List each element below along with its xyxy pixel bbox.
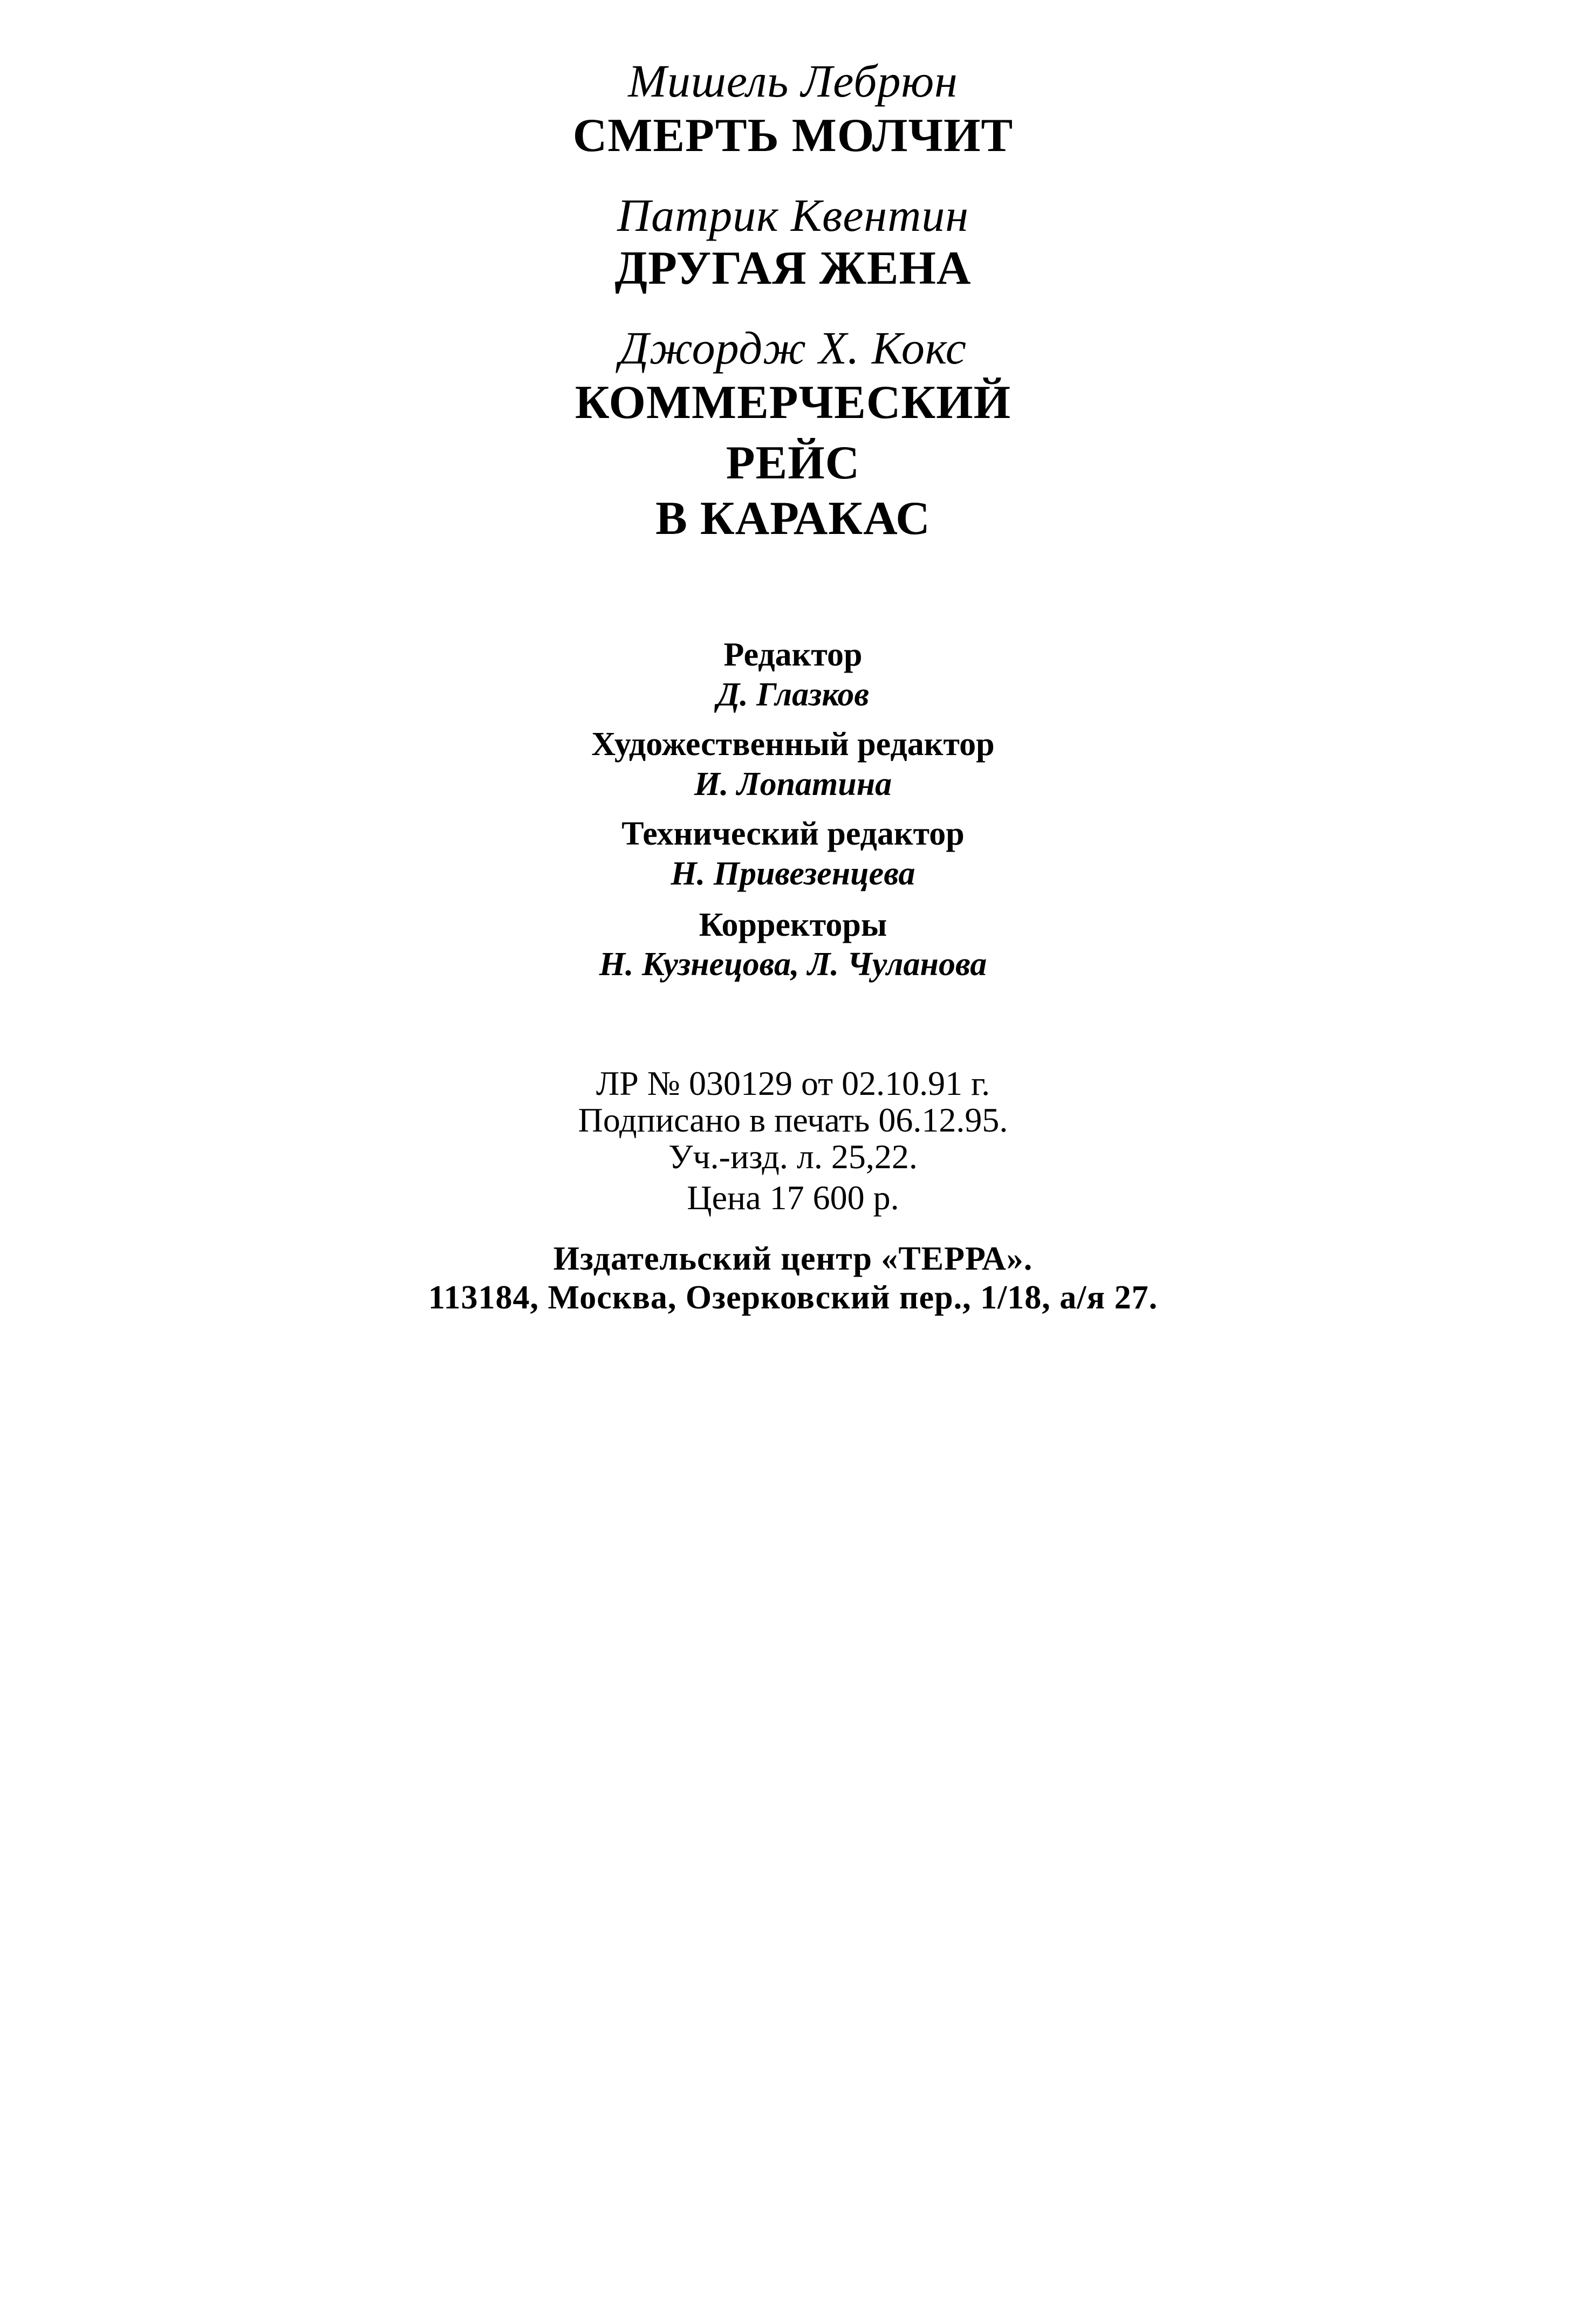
book-1-title: СМЕРТЬ МОЛЧИТ bbox=[572, 109, 1014, 162]
credit-tech-editor-role: Технический редактор bbox=[621, 815, 965, 852]
credit-art-editor-name: И. Лопатина bbox=[694, 766, 892, 803]
price: Цена 17 600 р. bbox=[687, 1178, 899, 1217]
book-2-title: ДРУГАЯ ЖЕНА bbox=[614, 242, 972, 294]
credit-editor-role: Редактор bbox=[723, 636, 863, 673]
book-3-title-line-2: РЕЙС bbox=[726, 437, 860, 489]
credit-editor-name: Д. Глазков bbox=[716, 676, 870, 713]
publisher-address: 113184, Москва, Озерковский пер., 1/18, а/я 27. bbox=[428, 1279, 1158, 1316]
credit-art-editor-role: Художественный редактор bbox=[591, 726, 995, 763]
publisher-sheets: Уч.-изд. л. 25,22. bbox=[668, 1137, 918, 1176]
publisher-name: Издательский центр «ТЕРРА». bbox=[553, 1240, 1033, 1277]
book-3-title-line-3: В КАРАКАС bbox=[655, 492, 931, 545]
credit-tech-editor-name: Н. Привезенцева bbox=[671, 855, 915, 892]
signed-to-print: Подписано в печать 06.12.95. bbox=[578, 1101, 1008, 1139]
license-number: ЛР № 030129 от 02.10.91 г. bbox=[596, 1064, 990, 1102]
book-3-author: Джордж Х. Кокс bbox=[619, 322, 967, 374]
book-2-author: Патрик Квентин bbox=[617, 189, 969, 241]
credit-proofreaders-role: Корректоры bbox=[699, 907, 887, 943]
book-3-title-line-1: КОММЕРЧЕСКИЙ bbox=[575, 376, 1011, 429]
book-1-author: Мишель Лебрюн bbox=[628, 55, 958, 107]
credit-proofreaders-name: Н. Кузнецова, Л. Чуланова bbox=[599, 946, 987, 983]
